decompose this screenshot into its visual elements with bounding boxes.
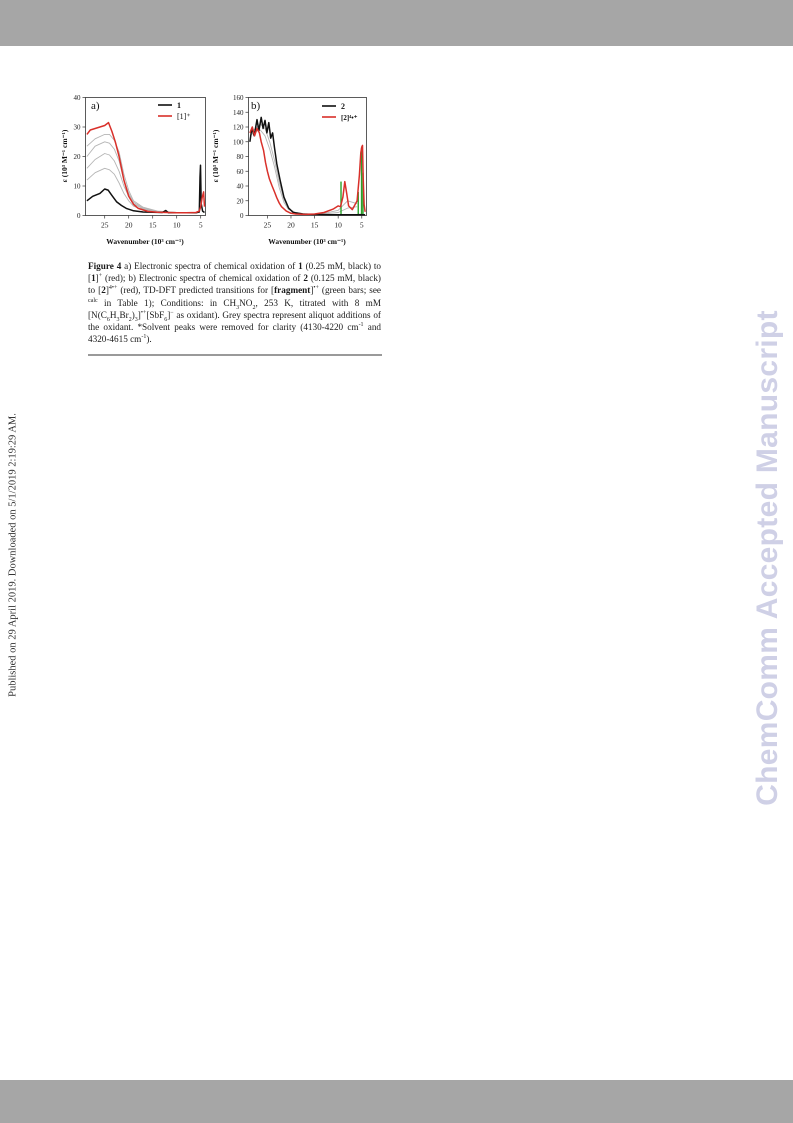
- panel-b-xlabel: Wavenumber (10³ cm⁻¹): [268, 237, 346, 246]
- caption-text: [SbF: [146, 309, 165, 320]
- caption-text: (red); b) Electronic spectra of chemical oxidation of: [102, 273, 304, 284]
- caption-text: NO: [239, 297, 253, 308]
- caption-text: (red), TD-DFT predicted transitions for [: [117, 285, 275, 296]
- panel-a-xtick-label-2: 15: [148, 220, 157, 230]
- legend-a-label-1: 1: [177, 101, 181, 110]
- panel-b-xtick-label-2: 15: [310, 220, 319, 230]
- panel-a-ytick-label-1: 10: [73, 182, 81, 191]
- publication-note-text: Published on 29 April 2019. Downloaded on 5/1/2019 2:19:29 AM.: [7, 413, 19, 697]
- panel-a-xtick-label-4: 5: [198, 220, 203, 230]
- panel-a: [60, 94, 206, 246]
- caption-text: ]: [137, 309, 141, 320]
- caption-text: and 4320-4615 cm: [88, 322, 382, 345]
- caption-charge: •+: [140, 309, 147, 316]
- panel-a-ytick-label-3: 30: [73, 123, 81, 132]
- caption-subscript: 6: [164, 316, 168, 323]
- caption-compound: 2: [303, 273, 308, 284]
- footer-bar: [0, 1080, 793, 1123]
- panel-a-xtick-label-3: 10: [172, 220, 181, 230]
- header-bar: [0, 0, 793, 46]
- figure-4: [55, 92, 375, 252]
- caption-text: ]: [95, 273, 99, 284]
- panel-a-ytick-label-4: 40: [73, 94, 81, 102]
- panel-b-xtick-label-0: 25: [263, 220, 272, 230]
- caption-subscript: 3: [236, 304, 240, 311]
- panel-b-ylabel: ε (10³ M⁻¹ cm⁻¹): [211, 129, 220, 183]
- panel-b-ytick-label-1: 20: [236, 197, 244, 206]
- caption-text: in Table 1); Conditions: in CH: [97, 297, 237, 308]
- panel-a-label: a): [91, 100, 100, 112]
- panel-b-ytick-label-4: 80: [236, 153, 244, 161]
- panel-b-ytick-label-0: 0: [240, 212, 244, 220]
- caption-subscript: 3: [116, 316, 120, 323]
- legend-b: [322, 102, 358, 122]
- caption-subscript: 2: [128, 316, 132, 323]
- caption-divider: [88, 354, 382, 356]
- panel-b-xtick-label-1: 20: [287, 220, 295, 230]
- caption-subscript: 6: [106, 316, 110, 323]
- panel-a-ytick-label-0: 0: [77, 212, 81, 220]
- caption-compound: 1: [91, 273, 96, 284]
- panel-b: [211, 94, 367, 246]
- caption-charge: •+: [313, 285, 319, 292]
- panel-b-xtick-label-4: 5: [359, 220, 364, 230]
- panel-a-grey-spectrum-3: [87, 154, 196, 213]
- caption-text: a) Electronic spectra of chemical oxidation of: [121, 261, 299, 271]
- legend-a: [158, 101, 191, 121]
- caption-text: , 253 K, titrated with 8 mM [N(C: [88, 297, 381, 320]
- caption-compound: 1: [298, 261, 303, 271]
- caption-text: (0.25 mM, black) to [: [88, 261, 382, 284]
- panel-b-ytick-label-6: 120: [233, 123, 244, 132]
- panel-b-series-1: [250, 127, 365, 214]
- caption-fragment: fragment: [274, 285, 311, 296]
- legend-b-label-2: [2]⁴•⁺: [341, 114, 358, 122]
- caption-compound: 2: [101, 285, 106, 296]
- figure-caption: [88, 260, 381, 345]
- caption-superscript: calc: [88, 297, 98, 304]
- caption-subscript: 3: [134, 316, 138, 323]
- caption-charge: 4•+: [108, 285, 118, 292]
- caption-text: ).: [146, 334, 152, 345]
- legend-b-label-1: 2: [341, 102, 345, 111]
- caption-superscript: -1: [358, 321, 364, 328]
- panel-a-ylabel: ε (10³ M⁻¹ cm⁻¹): [60, 129, 69, 183]
- panel-a-grey-spectrum-4: [87, 142, 196, 213]
- panel-a-grey-spectrum-5: [87, 134, 196, 212]
- panel-a-xtick-label-0: 25: [100, 220, 109, 230]
- panel-b-ytick-label-3: 60: [236, 167, 244, 176]
- panel-b-ytick-label-7: 140: [233, 108, 244, 117]
- panel-a-xtick-label-1: 20: [124, 220, 133, 230]
- caption-superscript: -1: [141, 334, 147, 341]
- caption-text: ): [131, 309, 135, 320]
- panel-b-ytick-label-8: 160: [233, 94, 244, 102]
- caption-charge: −: [170, 309, 174, 316]
- caption-text: H: [109, 309, 117, 320]
- caption-text: (0.125 mM, black) to [: [88, 273, 381, 296]
- panel-b-xtick-label-3: 10: [334, 220, 342, 230]
- watermark-text: ChemComm Accepted Manuscript: [751, 310, 784, 806]
- caption-text: ]: [310, 285, 314, 296]
- panel-b-ytick-label-5: 100: [233, 138, 244, 147]
- panel-b-label: b): [251, 100, 261, 112]
- caption-text: ]: [167, 309, 171, 320]
- panel-a-ytick-label-2: 20: [73, 153, 81, 161]
- caption-text: (green bars; see: [318, 285, 381, 296]
- panel-a-xlabel: Wavenumber (10³ cm⁻¹): [106, 237, 184, 246]
- caption-subscript: 2: [252, 304, 256, 311]
- panel-b-ytick-label-2: 40: [236, 182, 244, 191]
- caption-text: ]: [105, 285, 109, 296]
- panel-a-series-0: [87, 165, 205, 213]
- caption-figure-label: Figure 4: [88, 261, 122, 271]
- caption-text: as oxidant). Grey spectra represent aliquot additions of the oxidant. *Solvent peaks were removed for clarity (4130-4220 cm: [88, 309, 381, 333]
- legend-a-label-2: [1]⁺: [177, 112, 191, 121]
- caption-charge: +: [98, 273, 103, 280]
- panel-a-series-1: [87, 123, 205, 213]
- caption-text: Br: [119, 309, 129, 320]
